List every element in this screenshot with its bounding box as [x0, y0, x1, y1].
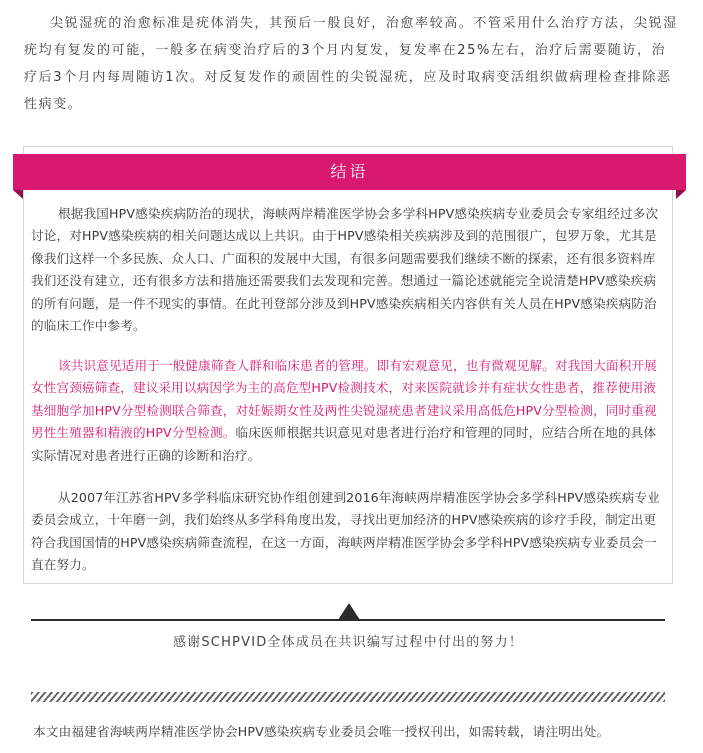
conclusion-paragraph-3: 从2007年江苏省HPV多学科临床研究协作组创建到2016年海峡两岸精准医学协会多学科HPV感染疾病专业委员会成立，十年磨一剑，我们始终从多学科角度出发，寻找出更加经济的HPV感染疾病的诊疗手段，制定出更符合我国国情的HPV感染疾病筛查流程，在这一方面，海峡两岸精准医学协会多学科HPV感染疾病专业委员会一直在努力。: [31, 490, 660, 573]
acknowledgement-text: 感谢SCHPVID全体成员在共识编写过程中付出的努力！: [172, 635, 524, 650]
intro-paragraph: 尖锐湿疣的治愈标准是疣体消失，其预后一般良好，治愈率较高。不管采用什么治疗方法，尖锐湿疣均有复发的可能，一般多在病变治疗后的3个月内复发，复发率在25%左右，治疗后需要随访，治疗后3个月内每周随访1次。对反复发作的顽固性的尖锐湿疣，应及时取病变活组织做病理检查排除恶性病变。: [24, 16, 678, 112]
ribbon-fold-left: [13, 190, 23, 199]
paragraph-2-remainder: 临床医师根据共识意见对患者进行治疗和管理的同时，应结合所在地的具体实际情况对患者进行正确的诊断和治疗。: [31, 425, 657, 463]
conclusion-paragraph-1: 根据我国HPV感染疾病防治的现状，海峡两岸精准医学协会多学科HPV感染疾病专业委员会专家组经过多次讨论，对HPV感染疾病的相关问题达成以上共识。由于HPV感染相关疾病涉及到的范围很广，包罗万象，尤其是像我们这样一个多民族、众人口、广面积的发展中大国，有很多问题需要我们继续不断的探索，还有很多资料库我们还没有建立，还有很多方法和措施还需要我们去发现和完善。想通过一篇论述就能完全说清楚HPV感染疾病的所有问题，是一件不现实的事情。在此刊登部分涉及到HPV感染疾病相关内容供有关人员在HPV感染疾病防治的临床工作中参考。: [31, 206, 659, 334]
highlighted-recommendation: 该共识意见适用于一般健康筛查人群和临床患者的管理。即有宏观意见，也有微观见解。对我国大面积开展女性宫颈癌筛查，建议采用以病因学为主的高危型HPV检测技术，对来医院就诊并有症状女性患者，推荐使用液基细胞学加HPV分型检测联合筛查，对妊娠期女性及两性尖锐湿疣患者建议采用高低危HPV分型检测，同时重视男性生殖器和精液的HPV分型检测。: [31, 358, 657, 441]
copyright-note: 本文由福建省海峡两岸精准医学协会HPV感染疾病专业委员会唯一授权刊出，如需转载，请注明出处。: [33, 724, 610, 739]
ribbon-fold-right: [676, 190, 686, 199]
divider-line: [31, 619, 665, 621]
conclusion-paragraph-2: [31, 355, 666, 467]
divider-triangle-icon: [338, 603, 360, 620]
hatched-divider: [31, 692, 665, 702]
section-title: 结语: [330, 162, 369, 181]
